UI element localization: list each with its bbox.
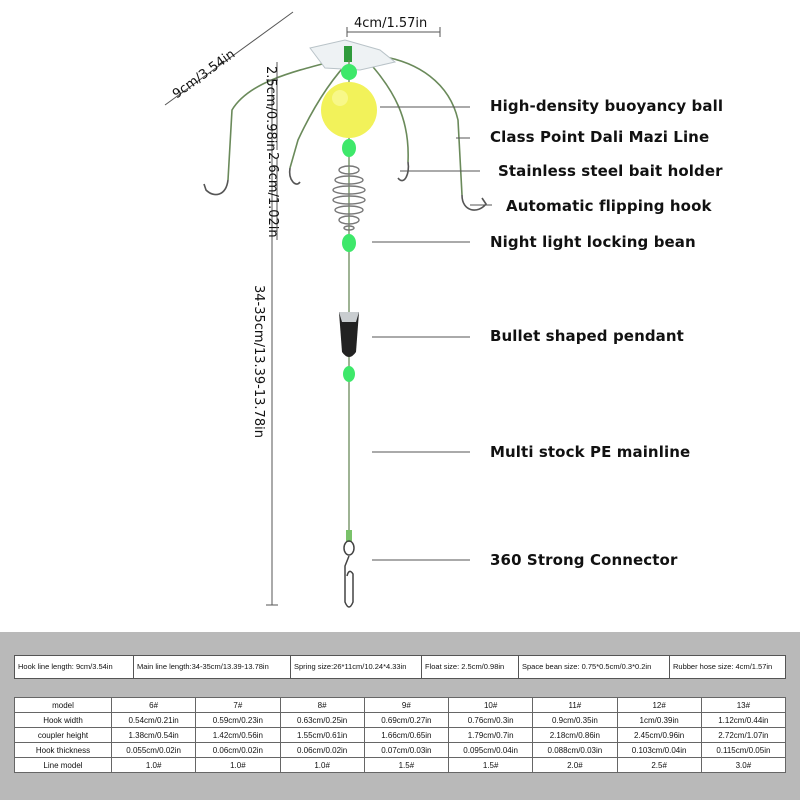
table-cell: 0.59cm/0.23in <box>196 713 280 728</box>
table-cell: 0.115cm/0.05in <box>701 743 785 758</box>
glow-bead-upper <box>342 139 356 157</box>
bullet-pendant <box>339 312 359 357</box>
table-cell: 0.06cm/0.02in <box>196 743 280 758</box>
table-header-cell: 7# <box>196 698 280 713</box>
table-cell: 2.0# <box>533 758 617 773</box>
table-cell: Hook thickness <box>15 743 112 758</box>
rubber-hose-dimension: 4cm/1.57in <box>354 16 428 31</box>
spec-space-bean: Space bean size: 0.75*0.5cm/0.3*0.2in <box>519 656 670 678</box>
table-header-cell: 12# <box>617 698 701 713</box>
swivel-connector <box>344 541 354 607</box>
callout-bait-holder: Stainless steel bait holder <box>498 162 723 180</box>
table-cell: 0.103cm/0.04in <box>617 743 701 758</box>
callout-flipping-hook: Automatic flipping hook <box>506 197 712 215</box>
table-row <box>15 758 786 773</box>
table-cell: 3.0# <box>701 758 785 773</box>
glow-bead-top <box>341 64 357 80</box>
dimension-lines <box>165 12 440 605</box>
table-cell: 1.42cm/0.56in <box>196 728 280 743</box>
table-cell: 0.69cm/0.27in <box>364 713 448 728</box>
callout-buoyancy-ball: High-density buoyancy ball <box>490 97 724 115</box>
table-header-cell: 10# <box>449 698 533 713</box>
table-cell: 2.45cm/0.96in <box>617 728 701 743</box>
float-height-dimension: 2.5cm/0.98in <box>263 66 278 152</box>
table-cell: 1.5# <box>364 758 448 773</box>
table-cell: 0.63cm/0.25in <box>280 713 364 728</box>
hook-left <box>290 168 300 184</box>
table-header-cell: 13# <box>701 698 785 713</box>
spring-height-dimension: 2.6cm/1.02in <box>265 152 280 238</box>
table-cell: 0.54cm/0.21in <box>112 713 196 728</box>
table-cell: 2.5# <box>617 758 701 773</box>
table-header-cell: 6# <box>112 698 196 713</box>
glow-bead-lower <box>343 366 355 382</box>
table-cell: Line model <box>15 758 112 773</box>
callout-leaders <box>372 107 492 560</box>
table-cell: 2.72cm/1.07in <box>701 728 785 743</box>
float-ball <box>321 82 377 138</box>
table-cell: 1cm/0.39in <box>617 713 701 728</box>
table-header-cell: model <box>15 698 112 713</box>
table-cell: 1.0# <box>280 758 364 773</box>
table-row <box>15 743 786 758</box>
table-cell: 0.07cm/0.03in <box>364 743 448 758</box>
table-cell: 1.5# <box>449 758 533 773</box>
table-header-row <box>15 698 786 713</box>
glow-bead-middle <box>342 234 356 252</box>
spec-hook-line: Hook line length: 9cm/3.54in <box>15 656 134 678</box>
table-row <box>15 713 786 728</box>
table-cell: 1.66cm/0.65in <box>364 728 448 743</box>
table-cell: 0.06cm/0.02in <box>280 743 364 758</box>
table-header-cell: 9# <box>364 698 448 713</box>
callout-bullet-pendant: Bullet shaped pendant <box>490 327 684 345</box>
table-cell: coupler height <box>15 728 112 743</box>
table-cell: 1.0# <box>112 758 196 773</box>
table-cell: 1.0# <box>196 758 280 773</box>
table-cell: 1.79cm/0.7in <box>449 728 533 743</box>
table-cell: 1.38cm/0.54in <box>112 728 196 743</box>
spec-float-size: Float size: 2.5cm/0.98in <box>422 656 519 678</box>
table-row <box>15 728 786 743</box>
callout-locking-bean: Night light locking bean <box>490 233 696 251</box>
table-cell: 0.9cm/0.35in <box>533 713 617 728</box>
table-cell: 0.095cm/0.04in <box>449 743 533 758</box>
table-cell: Hook width <box>15 713 112 728</box>
spec-rubber-hose: Rubber hose size: 4cm/1.57in <box>673 662 773 671</box>
callout-mazi-line: Class Point Dali Mazi Line <box>490 128 710 146</box>
table-cell: 1.12cm/0.44in <box>701 713 785 728</box>
table-cell: 0.055cm/0.02in <box>112 743 196 758</box>
total-length-dimension: 34-35cm/13.39-13.78in <box>251 285 266 438</box>
table-cell: 0.76cm/0.3in <box>449 713 533 728</box>
spec-spring-size: Spring size:26*11cm/10.24*4.33in <box>291 656 422 678</box>
table-header-cell: 11# <box>533 698 617 713</box>
table-cell: 0.088cm/0.03in <box>533 743 617 758</box>
size-table <box>14 697 786 773</box>
table-header-cell: 8# <box>280 698 364 713</box>
hook-line-dimension: 9cm/3.54in <box>170 46 239 103</box>
hook-far-right <box>462 195 486 210</box>
hook-line-far-right <box>372 55 462 195</box>
table-cell: 2.18cm/0.86in <box>533 728 617 743</box>
hook-far-left <box>204 180 228 195</box>
spec-main-line: Main line length:34-35cm/13.39-13.78in <box>134 656 291 678</box>
callout-pe-mainline: Multi stock PE mainline <box>490 443 691 461</box>
spec-strip <box>14 655 786 679</box>
callout-connector: 360 Strong Connector <box>490 551 678 569</box>
table-cell: 1.55cm/0.61in <box>280 728 364 743</box>
